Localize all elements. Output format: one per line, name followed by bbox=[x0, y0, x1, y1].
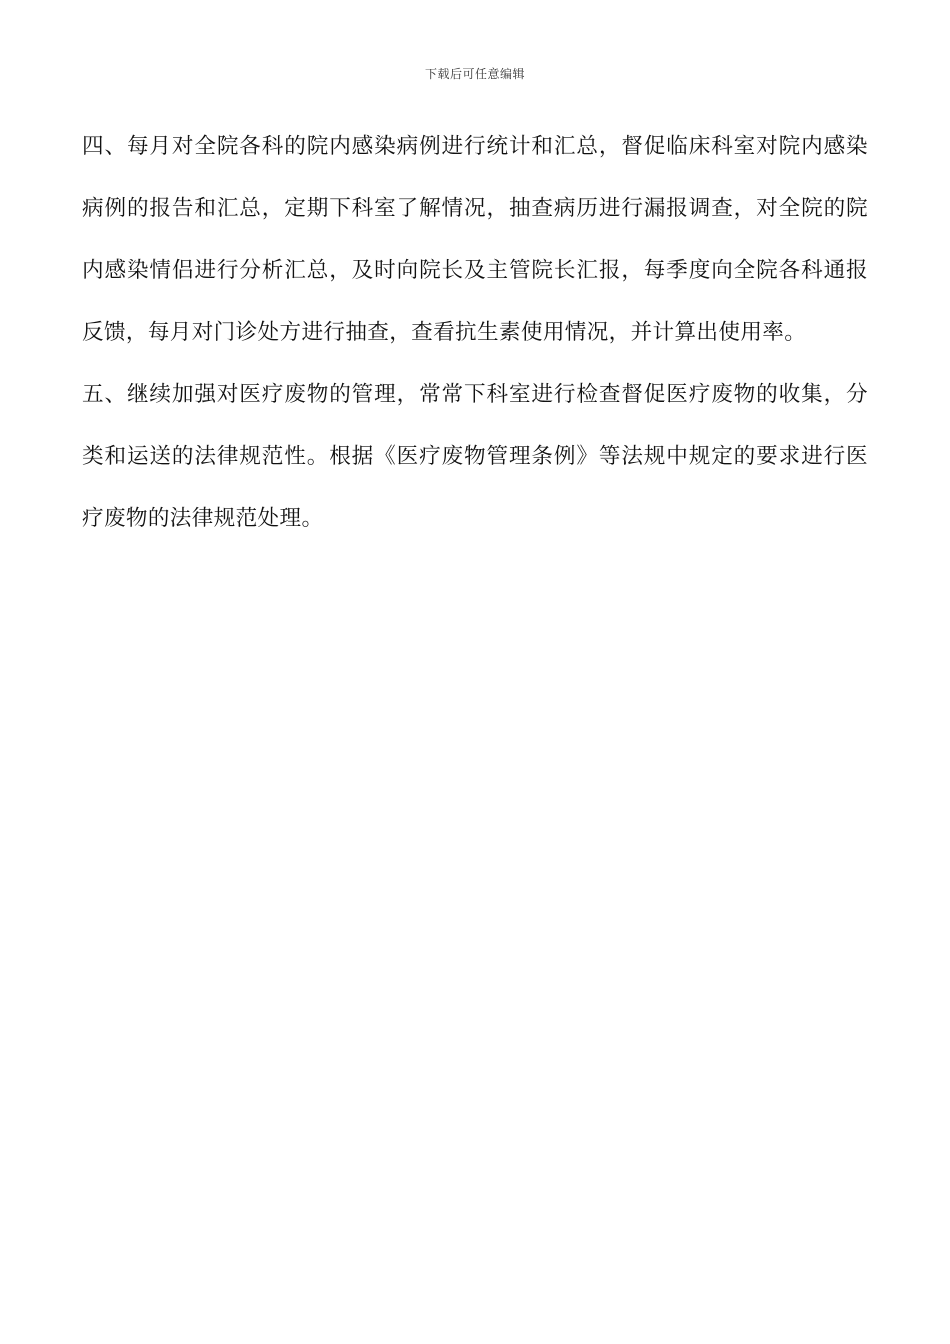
document-body bbox=[82, 116, 868, 550]
page-header: 下载后可任意编辑 bbox=[424, 67, 525, 81]
paragraph-5: 五、继续加强对医疗废物的管理，常常下科室进行检查督促医疗废物的收集，分类和运送的法律规范性。根据《医疗废物管理条例》等法规中规定的要求进行医疗废物的法律规范处理。 bbox=[82, 382, 868, 531]
paragraph-4: 四、每月对全院各科的院内感染病例进行统计和汇总，督促临床科室对院内感染病例的报告和汇总，定期下科室了解情况，抽查病历进行漏报调查，对全院的院内感染情侣进行分析汇总，及时向院长及主管院长汇报，每季度向全院各科通报反馈，每月对门诊处方进行抽查，查看抗生素使用情况，并计算出使用率。 bbox=[82, 134, 868, 345]
